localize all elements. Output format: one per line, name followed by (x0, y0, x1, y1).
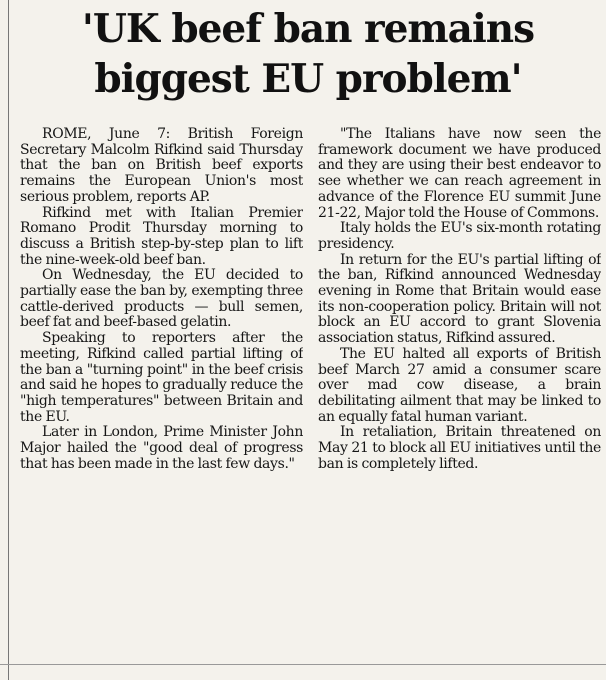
clipping-left-edge (8, 0, 9, 680)
paragraph: Italy holds the EU's six-month rotating presidency. (318, 220, 601, 252)
headline: 'UK beef ban remains biggest EU problem' (81, 6, 535, 102)
article-column-left (20, 127, 303, 662)
clipping-bottom-edge (0, 664, 606, 665)
paragraph: On Wednesday, the EU decided to partially ease the ban by, exempting three cattle-derived products — bull semen, beef fat and beef-based gelatin. (20, 267, 303, 331)
paragraph: In return for the EU's partial lifting of the ban, Rifkind announced Wednesday evening in Rome that Britain would ease its non-cooperation policy. Britain will not block an EU accord to grant Slovenia association status, Rifkind assured. (318, 251, 601, 347)
paragraph: Later in London, Prime Minister John Major hailed the "good deal of progress that has been made in the last few days." (20, 424, 303, 472)
paragraph: ROME, June 7: British Foreign Secretary Malcolm Rifkind said Thursday that the ban on British beef exports remains the European Union's most serious problem, reports AP. (20, 127, 303, 205)
paragraph: "The Italians have now seen the framework document we have produced and they are using their best endeavor to see whether we can reach agreement in advance of the Florence EU summit June 21-22, Major told the House of Commons. (318, 127, 601, 221)
paragraph: Speaking to reporters after the meeting, Rifkind called partial lifting of the ban a "turning point" in the beef crisis and said he hopes to gradually reduce the "high temperatures" between Britain and the EU. (20, 330, 303, 425)
article-column-right (318, 127, 601, 662)
paragraph: Rifkind met with Italian Premier Romano Prodit Thursday morning to discuss a British step-by-step plan to lift the nine-week-old beef ban. (20, 204, 303, 268)
article-body (20, 127, 602, 662)
paragraph: In retaliation, Britain threatened on May 21 to block all EU initiatives until the ban is completely lifted. (318, 424, 601, 472)
paragraph: The EU halted all exports of British beef March 27 amid a consumer scare over mad cow disease, a brain debilitating ailment that may be linked to an equally fatal human variant. (318, 345, 601, 425)
